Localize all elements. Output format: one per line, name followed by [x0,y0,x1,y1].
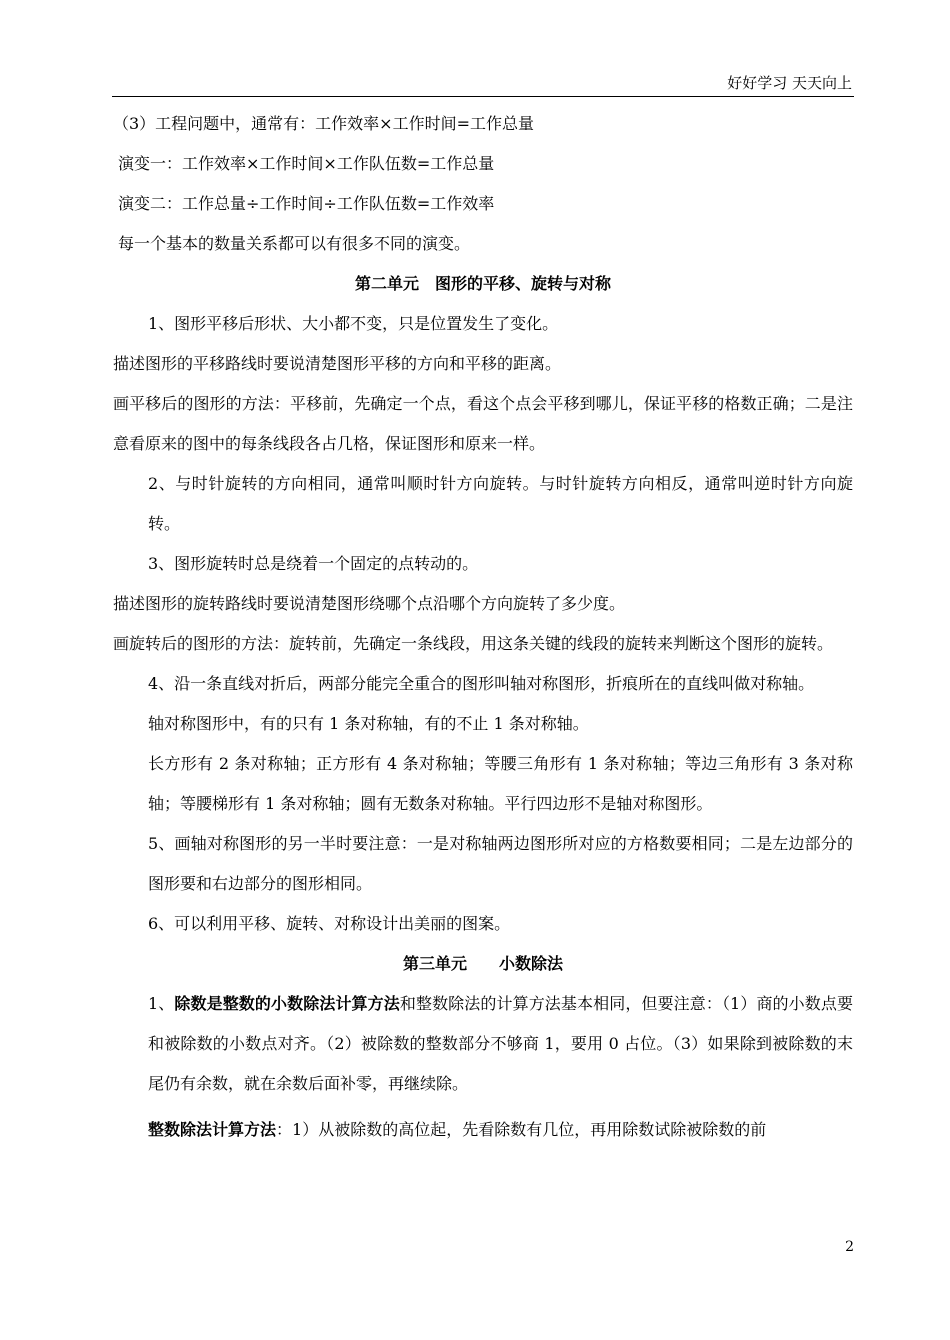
page-number: 2 [845,1239,854,1255]
paragraph: 6、可以利用平移、旋转、对称设计出美丽的图案。 [148,914,511,933]
section-heading-unit-3: 第三单元 小数除法 [402,954,563,973]
paragraph: 轴对称图形中，有的只有 1 条对称轴，有的不止 1 条对称轴。 [148,714,589,733]
bold-term: 除数是整数的小数除法计算方法 [174,994,400,1013]
bold-term: 整数除法计算方法 [148,1120,277,1139]
page-header: 好好学习 天天向上 [727,74,852,92]
section-heading-unit-2: 第二单元 图形的平移、旋转与对称 [354,274,611,293]
paragraph: 画平移后的图形的方法：平移前，先确定一个点，看这个点会平移到哪儿，保证平移的格数正确；二是注意看原来的图中的每条线段各占几格，保证图形和原来一样。 [113,394,853,453]
paragraph: 每一个基本的数量关系都可以有很多不同的演变。 [118,234,471,253]
paragraph [113,1110,853,1150]
paragraph: 演变二：工作总量÷工作时间÷工作队伍数=工作效率 [118,194,495,213]
paragraph: 5、画轴对称图形的另一半时要注意：一是对称轴两边图形所对应的方格数要相同；二是左边部分的图形要和右边部分的图形相同。 [148,834,853,893]
paragraph-text: ：1）从被除数的高位起，先看除数有几位，再用除数试除被除数的前 [276,1120,767,1139]
header-rule [112,96,854,97]
list-marker: 1、 [148,994,175,1013]
paragraph: 1、图形平移后形状、大小都不变，只是位置发生了变化。 [148,314,559,333]
paragraph: 4、沿一条直线对折后，两部分能完全重合的图形叫轴对称图形，折痕所在的直线叫做对称轴。 [148,674,815,693]
paragraph: 描述图形的旋转路线时要说清楚图形绕哪个点沿哪个方向旋转了多少度。 [113,594,626,613]
paragraph: （3）工程问题中，通常有：工作效率×工作时间=工作总量 [113,114,534,133]
paragraph: 画旋转后的图形的方法：旋转前，先确定一条线段，用这条关键的线段的旋转来判断这个图形的旋转。 [113,634,834,653]
paragraph: 描述图形的平移路线时要说清楚图形平移的方向和平移的距离。 [113,354,562,373]
document-body [113,104,853,1150]
paragraph: 2、与时针旋转的方向相同，通常叫顺时针方向旋转。与时针旋转方向相反，通常叫逆时针方向旋转。 [148,474,853,533]
paragraph-text: 和整数除法的计算方法基本相同，但要注意：（1）商的小数点要和被除数的小数点对齐。（2）被除数的整数部分不够商 1，要用 0 占位。（3）如果除到被除数的末尾仍有余数，就在余数后面补零，再继续除。 [148,994,853,1093]
paragraph: 长方形有 2 条对称轴；正方形有 4 条对称轴；等腰三角形有 1 条对称轴；等边三角形有 3 条对称轴；等腰梯形有 1 条对称轴；圆有无数条对称轴。平行四边形不是轴对称图形。 [148,754,853,813]
paragraph: 演变一：工作效率×工作时间×工作队伍数=工作总量 [118,154,495,173]
paragraph: 3、图形旋转时总是绕着一个固定的点转动的。 [148,554,479,573]
paragraph [113,984,853,1104]
